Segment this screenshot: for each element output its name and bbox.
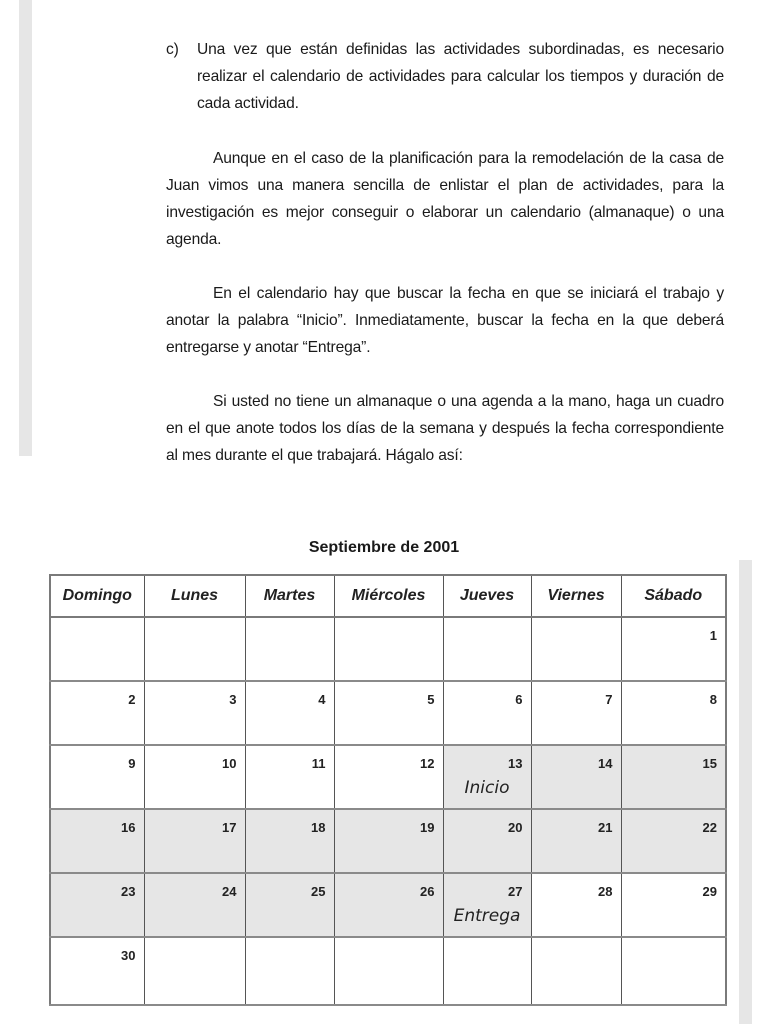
calendar-empty-cell [531, 937, 621, 1005]
calendar-day-cell [621, 745, 726, 809]
list-item-c [166, 36, 724, 117]
calendar-day-cell [245, 873, 334, 937]
calendar-day-cell [621, 873, 726, 937]
day-number [246, 938, 334, 948]
calendar-week-row [50, 809, 726, 873]
paragraph-calendar-instructions: En el calendario hay que buscar la fecha en que se iniciará el trabajo y anotar la palabra “Inicio”. Inmediatamente, buscar la fecha en la que deberá entregarse y anotar “Entrega”. [166, 285, 724, 356]
calendar-day-cell [334, 809, 443, 873]
day-header: Lunes [144, 575, 245, 617]
day-number: 12 [420, 756, 435, 771]
day-number: 4 [318, 692, 326, 707]
day-header: Martes [245, 575, 334, 617]
day-number: 5 [427, 692, 435, 707]
handwritten-note: Entrega [453, 906, 521, 926]
calendar-day-cell [144, 873, 245, 937]
calendar-day-cell [334, 681, 443, 745]
day-number: 10 [222, 756, 237, 771]
day-number: 18 [311, 820, 326, 835]
calendar-empty-cell [334, 937, 443, 1005]
calendar-body [50, 617, 726, 1005]
handwritten-note: Inicio [464, 778, 510, 798]
day-number: 23 [121, 884, 136, 899]
calendar-week-row [50, 617, 726, 681]
calendar-day-cell [531, 681, 621, 745]
page-edge-bar-left [19, 0, 32, 456]
page-edge-bar-right [739, 560, 752, 1024]
calendar-day-cell [144, 681, 245, 745]
calendar-day-cell [144, 809, 245, 873]
day-number [145, 938, 245, 948]
calendar-empty-cell [443, 937, 531, 1005]
paragraph-make-table: Si usted no tiene un almanaque o una agenda a la mano, haga un cuadro en el que anote todos los días de la semana y después la fecha correspondiente al mes durante el que trabajará. Hágalo así: [166, 393, 724, 464]
calendar-day-cell [443, 873, 531, 937]
calendar-title: Septiembre de 2001 [308, 539, 460, 556]
calendar-day-cell [621, 617, 726, 681]
day-number [444, 618, 531, 628]
day-header: Jueves [443, 575, 531, 617]
calendar-empty-cell [443, 617, 531, 681]
calendar-day-cell [50, 681, 144, 745]
day-number: 29 [702, 884, 717, 899]
day-number: 3 [229, 692, 237, 707]
day-number: 19 [420, 820, 435, 835]
calendar-week-row [50, 873, 726, 937]
paragraph-planning: Aunque en el caso de la planificación para la remodelación de la casa de Juan vimos una manera sencilla de enlistar el plan de actividades, para la investigación es mejor conseguir o elaborar un calendario (almanaque) o una agenda. [166, 150, 724, 248]
calendar-header-row [50, 575, 726, 617]
day-number [145, 618, 245, 628]
calendar-empty-cell [144, 937, 245, 1005]
calendar-week-row [50, 937, 726, 1005]
calendar-day-cell [443, 681, 531, 745]
calendar-day-cell [245, 681, 334, 745]
day-number: 7 [605, 692, 613, 707]
day-header: Viernes [531, 575, 621, 617]
day-number: 20 [508, 820, 523, 835]
calendar-empty-cell [334, 617, 443, 681]
calendar-day-cell [621, 809, 726, 873]
calendar-day-cell [50, 937, 144, 1005]
calendar-empty-cell [50, 617, 144, 681]
day-number: 27 [508, 884, 523, 899]
calendar-day-cell [50, 745, 144, 809]
day-number: 6 [515, 692, 523, 707]
calendar-day-cell [245, 745, 334, 809]
calendar-day-cell [531, 745, 621, 809]
day-number: 17 [222, 820, 237, 835]
day-header: Miércoles [334, 575, 443, 617]
day-header: Sábado [621, 575, 726, 617]
day-number: 28 [598, 884, 613, 899]
day-number [335, 938, 443, 948]
day-number: 24 [222, 884, 237, 899]
calendar-day-cell [443, 809, 531, 873]
day-number [532, 618, 621, 628]
calendar-day-cell [531, 809, 621, 873]
calendar-day-cell [245, 809, 334, 873]
calendar-empty-cell [531, 617, 621, 681]
day-number: 26 [420, 884, 435, 899]
day-number: 2 [128, 692, 136, 707]
day-number: 16 [121, 820, 136, 835]
day-number [51, 618, 144, 628]
calendar-day-cell [144, 745, 245, 809]
calendar-empty-cell [621, 937, 726, 1005]
calendar-week-row [50, 681, 726, 745]
calendar-empty-cell [245, 617, 334, 681]
calendar-day-cell [50, 873, 144, 937]
day-number: 11 [311, 756, 326, 771]
calendar-table [49, 574, 727, 1006]
day-number: 15 [702, 756, 717, 771]
day-number [335, 618, 443, 628]
day-number: 21 [598, 820, 613, 835]
day-number: 13 [508, 756, 523, 771]
list-item-text: Una vez que están definidas las actividades subordinadas, es necesario realizar el calendario de actividades para calcular los tiempos y duración de cada actividad. [197, 41, 724, 112]
day-number [532, 938, 621, 948]
calendar-day-cell [334, 873, 443, 937]
day-number: 9 [128, 756, 136, 771]
day-number: 25 [311, 884, 326, 899]
day-number: 14 [598, 756, 613, 771]
day-number [622, 938, 726, 948]
calendar-week-row [50, 745, 726, 809]
day-number: 30 [121, 948, 136, 963]
calendar-day-cell [443, 745, 531, 809]
calendar-empty-cell [245, 937, 334, 1005]
calendar-empty-cell [144, 617, 245, 681]
day-number: 8 [709, 692, 717, 707]
calendar-day-cell [621, 681, 726, 745]
calendar-day-cell [50, 809, 144, 873]
day-number: 1 [709, 628, 717, 643]
calendar-day-cell [531, 873, 621, 937]
list-marker: c) [166, 41, 179, 58]
day-header: Domingo [50, 575, 144, 617]
day-number [246, 618, 334, 628]
day-number [444, 938, 531, 948]
calendar-day-cell [334, 745, 443, 809]
day-number: 22 [702, 820, 717, 835]
